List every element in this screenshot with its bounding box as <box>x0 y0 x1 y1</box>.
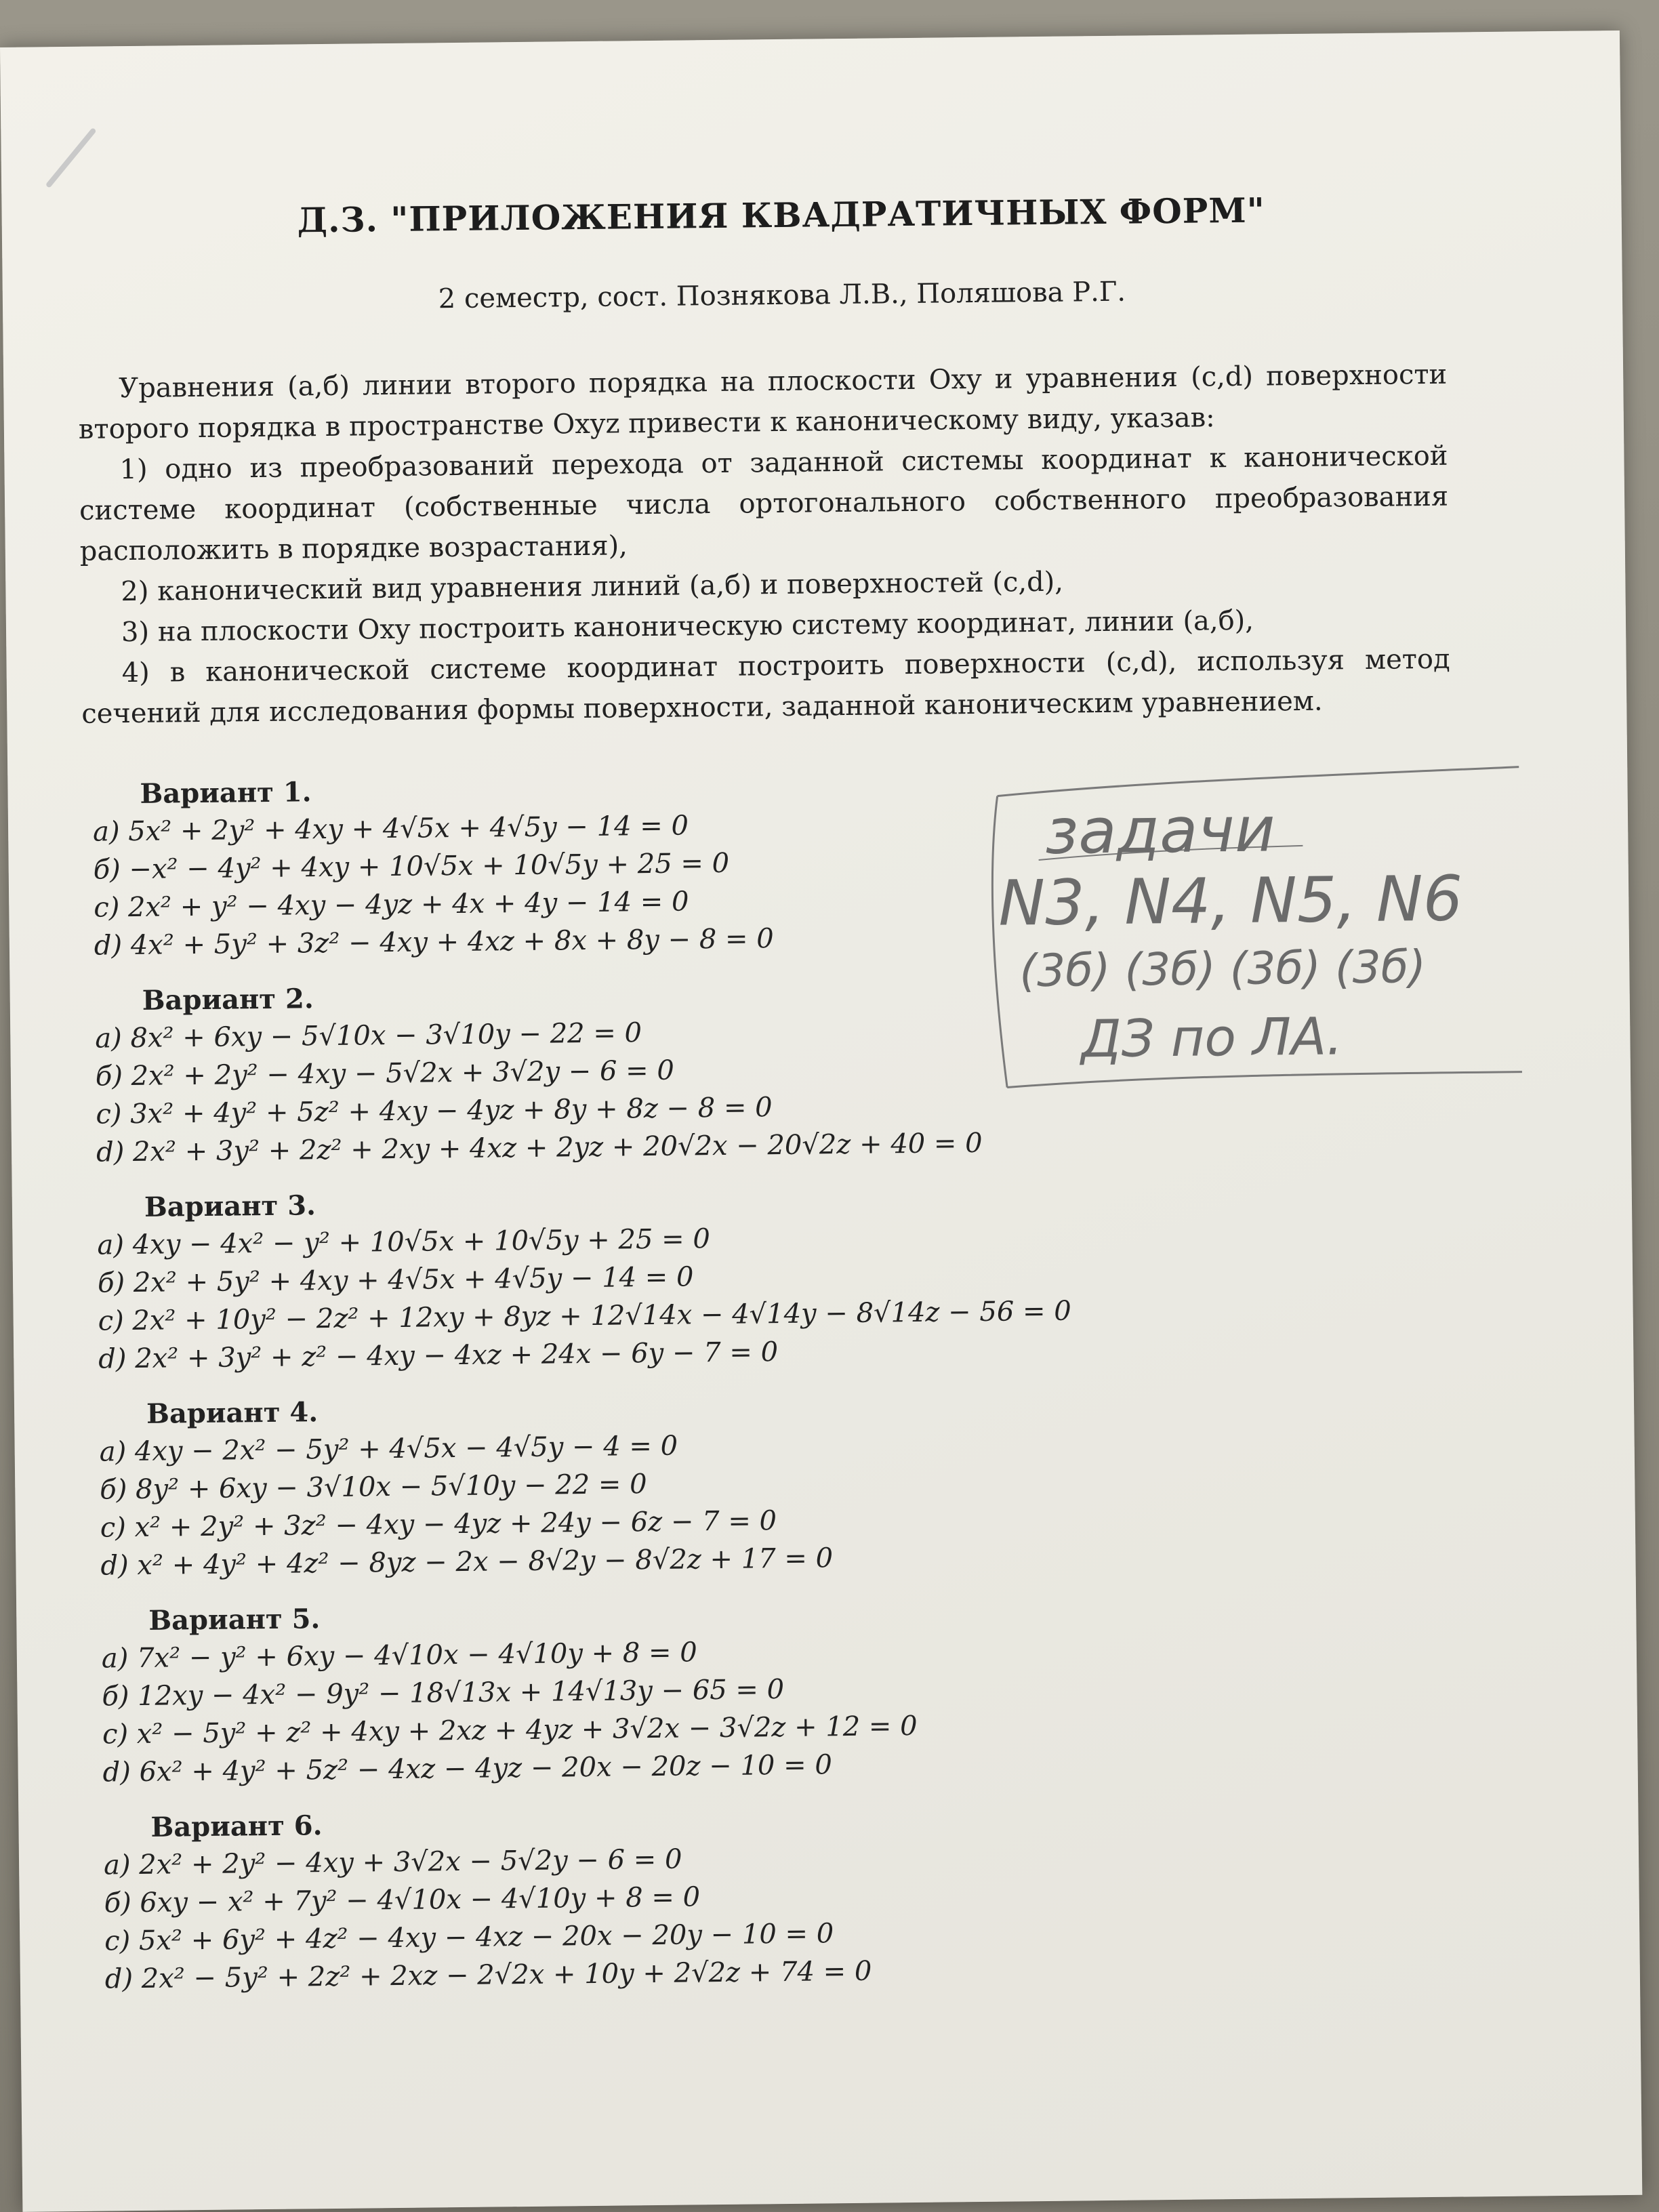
note-line-3: (3б) (3б) (3б) (3б) <box>1019 941 1427 998</box>
equation: б) −x² − 4y² + 4xy + 10√5x + 10√5y + 25 = 0 <box>93 847 730 886</box>
instruction-item-2: 2) канонический вид уравнения линий (а,б) и поверхностей (c,d), <box>121 566 1064 608</box>
document-title: Д.З. "ПРИЛОЖЕНИЯ КВАДРАТИЧНЫХ ФОРМ" <box>297 190 1266 241</box>
equation: c) 2x² + 10y² − 2z² + 12xy + 8yz + 12√14x − 4√14y − 8√14z − 56 = 0 <box>98 1295 1071 1337</box>
instructions <box>78 354 1451 735</box>
document-subtitle: 2 семестр, сост. Познякова Л.В., Поляшова Р.Г. <box>438 276 1126 315</box>
equation: d) 6x² + 4y² + 5z² − 4xz − 4yz − 20x − 20z − 10 = 0 <box>102 1749 833 1788</box>
variant-title: Вариант 4. <box>146 1396 319 1430</box>
equation: а) 5x² + 2y² + 4xy + 4√5x + 4√5y − 14 = 0 <box>92 810 689 848</box>
note-line-4: ДЗ по ЛА. <box>1080 1006 1343 1069</box>
variant-3 <box>97 1182 1072 1378</box>
paper-sheet <box>0 30 1642 2212</box>
instruction-intro: Уравнения (а,б) линии второго порядка на плоскости Oxy и уравнения (c,d) поверхности второго порядка в пространстве Oxyz привести к каноническому виду, указав: <box>78 359 1448 445</box>
variant-1 <box>92 771 774 964</box>
variant-title: Вариант 1. <box>140 776 312 810</box>
equation: а) 7x² − y² + 6xy − 4√10x − 4√10y + 8 = 0 <box>101 1637 697 1675</box>
handwritten-note <box>983 763 1529 1094</box>
equation: d) 4x² + 5y² + 3z² − 4xy + 4xz + 8x + 8y − 8 = 0 <box>94 923 774 962</box>
variant-title: Вариант 2. <box>142 983 314 1017</box>
instruction-item-4: 4) в канонической системе координат построить поверхности (c,d), используя метод сечений для исследования формы поверхности, заданной каноническим уравнением. <box>81 643 1450 730</box>
instruction-item-3: 3) на плоскости Oxy построить каноническую систему координат, линии (а,б), <box>121 605 1254 649</box>
note-line-1: задачи <box>1044 793 1276 868</box>
instruction-item-1: 1) одно из преобразований перехода от заданной системы координат к канонической системе координат (собственные числа ортогонального собственного преобразования расположить в порядке возрастания), <box>79 440 1449 567</box>
variant-title: Вариант 5. <box>148 1603 321 1637</box>
equation: c) 2x² + y² − 4xy − 4yz + 4x + 4y − 14 = 0 <box>94 886 689 924</box>
equation: d) 2x² + 3y² + z² − 4xy − 4xz + 24x − 6y − 7 = 0 <box>98 1336 779 1375</box>
equation: d) 2x² + 3y² + 2z² + 2xy + 4xz + 2yz + 20√2x − 20√2z + 40 = 0 <box>96 1127 983 1168</box>
variant-5 <box>101 1597 918 1792</box>
equation: а) 4xy − 2x² − 5y² + 4√5x − 4√5y − 4 = 0 <box>99 1430 678 1468</box>
equation: d) x² + 4y² + 4z² − 8yz − 2x − 8√2y − 8√2z + 17 = 0 <box>100 1542 834 1582</box>
equation: а) 2x² + 2y² − 4xy + 3√2x − 5√2y − 6 = 0 <box>103 1843 682 1881</box>
variant-2 <box>94 976 982 1172</box>
equation: б) 12xy − 4x² − 9y² − 18√13x + 14√13y − 65 = 0 <box>102 1674 785 1713</box>
equation: c) 5x² + 6y² + 4z² − 4xy − 4xz − 20x − 20y − 10 = 0 <box>104 1918 834 1957</box>
variant-6 <box>103 1804 872 1999</box>
variant-4 <box>99 1391 833 1584</box>
note-line-2: N3, N4, N5, N6 <box>998 862 1463 940</box>
equation: а) 8x² + 6xy − 5√10x − 3√10y − 22 = 0 <box>95 1017 642 1054</box>
equation: б) 6xy − x² + 7y² − 4√10x − 4√10y + 8 = 0 <box>104 1881 701 1919</box>
variant-title: Вариант 3. <box>144 1189 316 1223</box>
equation: c) x² − 5y² + z² + 4xy + 2xz + 4yz + 3√2x − 3√2z + 12 = 0 <box>102 1710 918 1750</box>
variant-title: Вариант 6. <box>150 1809 323 1843</box>
equation: а) 4xy − 4x² − y² + 10√5x + 10√5y + 25 = 0 <box>97 1223 711 1261</box>
equation: d) 2x² − 5y² + 2z² + 2xz − 2√2x + 10y + 2√2z + 74 = 0 <box>104 1955 872 1995</box>
equation: б) 2x² + 2y² − 4xy − 5√2x + 3√2y − 6 = 0 <box>95 1054 675 1092</box>
equation: c) 3x² + 4y² + 5z² + 4xy − 4yz + 8y + 8z − 8 = 0 <box>96 1092 773 1130</box>
paperclip <box>45 127 97 188</box>
equation: б) 8y² + 6xy − 3√10x − 5√10y − 22 = 0 <box>100 1469 647 1506</box>
equation: c) x² + 2y² + 3z² − 4xy − 4yz + 24y − 6z − 7 = 0 <box>100 1505 777 1544</box>
equation: б) 2x² + 5y² + 4xy + 4√5x + 4√5y − 14 = 0 <box>97 1261 694 1299</box>
